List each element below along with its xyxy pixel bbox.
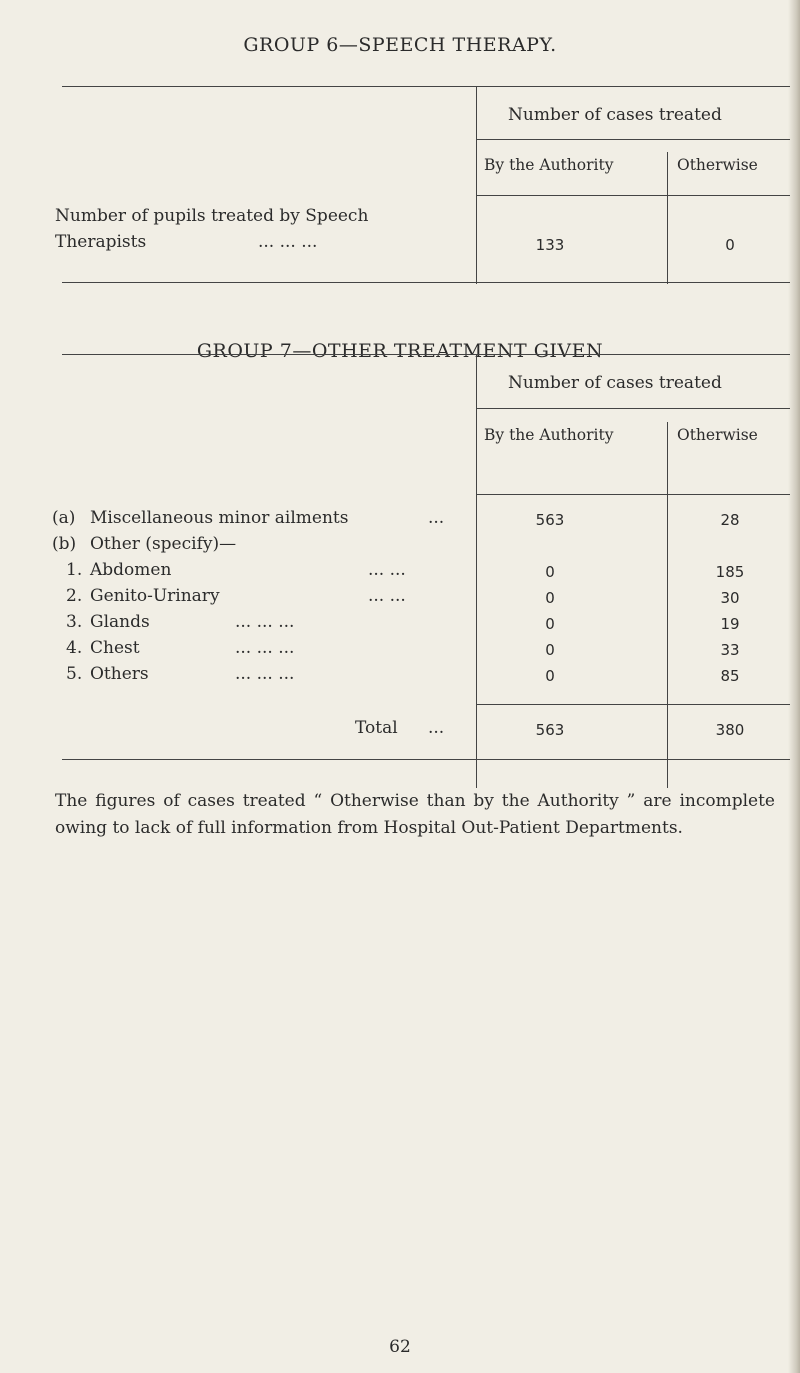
- row-otherwise: 85: [720, 667, 740, 685]
- row-label: Others: [90, 664, 149, 684]
- total-by-authority: 563: [535, 721, 565, 739]
- group7-header-by-authority: By the Authority: [484, 426, 614, 444]
- group7-header-rule: [476, 494, 790, 495]
- group7-top-rule: [62, 354, 790, 355]
- group6-subheader-rule: [476, 139, 790, 140]
- row-dots: ... ... ...: [235, 664, 295, 684]
- group7-col-divider: [476, 354, 477, 788]
- group6-by-authority-value: 133: [535, 236, 565, 254]
- row-otherwise: 185: [715, 563, 745, 581]
- group7-header-otherwise: Otherwise: [677, 426, 758, 444]
- total-dots: ...: [428, 718, 445, 738]
- group6-top-rule: [62, 86, 790, 87]
- row-dots: ... ...: [368, 586, 406, 606]
- group6-header-cases: Number of cases treated: [508, 105, 722, 125]
- group6-bottom-rule: [62, 282, 790, 283]
- row-otherwise: 30: [720, 589, 740, 607]
- row-dots: ... ... ...: [235, 638, 295, 658]
- row-label: Miscellaneous minor ailments: [90, 508, 349, 528]
- group6-header-by-authority: By the Authority: [484, 156, 614, 174]
- group7-subheader-rule: [476, 408, 790, 409]
- row-dots: ...: [428, 508, 445, 528]
- group6-header-otherwise: Otherwise: [677, 156, 758, 174]
- row-marker: (b): [52, 534, 77, 554]
- group7-header-cases: Number of cases treated: [508, 373, 722, 393]
- group7-bottom-rule: [62, 759, 790, 760]
- page-edge-shadow: [788, 0, 800, 1373]
- row-marker: 3.: [66, 612, 83, 632]
- row-marker: 1.: [66, 560, 83, 580]
- page-number: 62: [389, 1337, 411, 1357]
- row-marker: (a): [52, 508, 76, 528]
- row-dots: ... ... ...: [235, 612, 295, 632]
- row-by-authority: 0: [545, 563, 555, 581]
- total-otherwise: 380: [715, 721, 745, 739]
- row-dots: ... ...: [368, 560, 406, 580]
- row-label: Abdomen: [90, 560, 172, 580]
- group6-subcol-divider: [667, 152, 668, 284]
- row-otherwise: 19: [720, 615, 740, 633]
- group6-otherwise-value: 0: [725, 236, 735, 254]
- row-label: Chest: [90, 638, 140, 658]
- row-label: Glands: [90, 612, 150, 632]
- group6-row-label-line2: Therapists: [55, 232, 147, 252]
- row-otherwise: 28: [720, 511, 740, 529]
- row-otherwise: 33: [720, 641, 740, 659]
- row-marker: 2.: [66, 586, 83, 606]
- row-marker: 4.: [66, 638, 83, 658]
- footnote-paragraph: The figures of cases treated “ Otherwise than by the Authority ” are incomplete owing to lack of full information from Hospital Out-Patient Departments.: [55, 791, 775, 838]
- group7-subcol-divider: [667, 422, 668, 788]
- group6-row-dots: ... ... ...: [258, 232, 318, 252]
- total-label: Total: [355, 718, 398, 738]
- group6-header-rule: [476, 195, 790, 196]
- row-by-authority: 0: [545, 641, 555, 659]
- row-label: Other (specify)—: [90, 534, 237, 554]
- group6-row-label-line1: Number of pupils treated by Speech: [55, 206, 369, 226]
- row-by-authority: 0: [545, 615, 555, 633]
- row-by-authority: 563: [535, 511, 565, 529]
- group7-total-rule: [476, 704, 790, 705]
- row-label: Genito-Urinary: [90, 586, 220, 606]
- group7-title: GROUP 7—OTHER TREATMENT GIVEN: [196, 340, 604, 362]
- row-by-authority: 0: [545, 589, 555, 607]
- row-by-authority: 0: [545, 667, 555, 685]
- group6-col-divider: [476, 86, 477, 284]
- group6-title: GROUP 6—SPEECH THERAPY.: [243, 34, 557, 56]
- row-marker: 5.: [66, 664, 83, 684]
